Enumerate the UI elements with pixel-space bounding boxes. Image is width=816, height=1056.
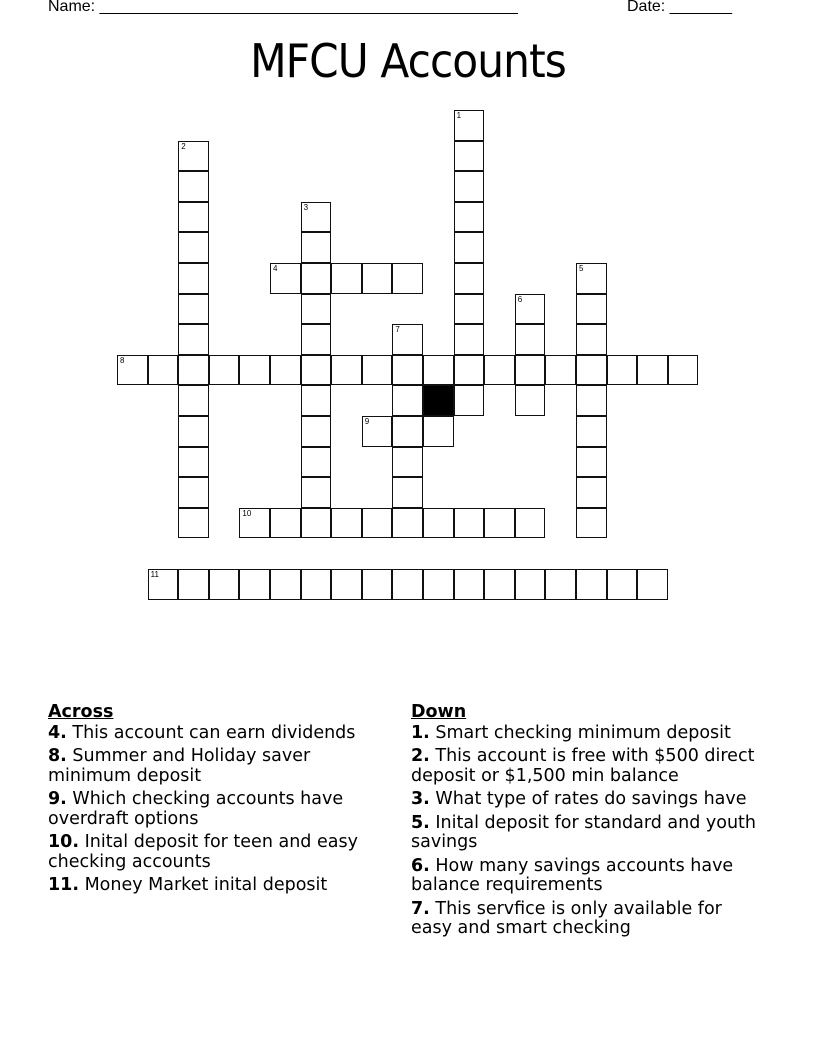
grid-cell[interactable]	[576, 355, 607, 386]
grid-cell[interactable]	[392, 385, 423, 416]
grid-cell[interactable]	[178, 324, 209, 355]
clue-number: 2	[181, 141, 186, 151]
clue-across-9: 9. Which checking accounts have overdraft options	[48, 789, 344, 829]
grid-cell[interactable]	[178, 385, 209, 416]
clue-down-1: 1. Smart checking minimum deposit	[411, 722, 731, 743]
grid-cell[interactable]	[545, 569, 576, 600]
grid-cell[interactable]	[178, 232, 209, 263]
grid-cell[interactable]	[301, 263, 332, 294]
grid-cell[interactable]	[484, 569, 515, 600]
grid-cell[interactable]	[239, 508, 270, 539]
grid-cell[interactable]	[331, 569, 362, 600]
grid-cell[interactable]	[392, 324, 423, 355]
clue-down-2: 2. This account is free with $500 direct deposit or $1,500 min balance	[411, 746, 755, 786]
clue-number: 8	[120, 355, 125, 365]
grid-cell[interactable]	[454, 385, 485, 416]
grid-cell[interactable]	[301, 416, 332, 447]
grid-cell[interactable]	[239, 569, 270, 600]
clue-number: 6	[517, 294, 523, 304]
grid-cell[interactable]	[178, 263, 209, 294]
grid-cell[interactable]	[331, 355, 362, 386]
grid-cell[interactable]	[454, 324, 485, 355]
grid-cell[interactable]	[392, 447, 423, 478]
grid-cell[interactable]	[270, 355, 301, 386]
clue-down-6: 6. How many savings accounts have balance requirements	[411, 855, 734, 895]
grid-cell[interactable]	[301, 355, 332, 386]
clue-number: 5	[579, 264, 584, 273]
grid-cell[interactable]	[423, 508, 454, 539]
grid-cell[interactable]	[270, 263, 301, 294]
grid-cell[interactable]	[301, 324, 332, 355]
grid-cell[interactable]	[576, 569, 607, 600]
grid-cell[interactable]	[178, 294, 209, 325]
grid-cell[interactable]	[454, 508, 485, 539]
down-clues	[411, 703, 761, 943]
grid-cell[interactable]	[301, 477, 332, 508]
grid-cell[interactable]	[178, 141, 209, 172]
grid-cell[interactable]	[362, 263, 393, 294]
grid-cell[interactable]	[607, 355, 638, 386]
grid-cell[interactable]	[209, 355, 240, 386]
grid-cell[interactable]	[392, 355, 423, 386]
grid-cell[interactable]	[454, 263, 485, 294]
grid-cell[interactable]	[454, 141, 485, 172]
grid-cell[interactable]	[637, 355, 668, 386]
grid-cell[interactable]	[423, 355, 454, 386]
clue-number: 10	[242, 508, 252, 518]
grid-cell[interactable]	[454, 294, 485, 325]
grid-cell[interactable]	[484, 508, 515, 539]
grid-cell[interactable]	[362, 416, 393, 447]
grid-cell[interactable]	[148, 355, 179, 386]
grid-cell[interactable]	[392, 569, 423, 600]
clue-down-3: 3. What type of rates do savings have	[411, 789, 747, 809]
grid-cell[interactable]	[576, 447, 607, 478]
grid-cell[interactable]	[392, 508, 423, 539]
grid-cell[interactable]	[576, 294, 607, 325]
grid-cell[interactable]	[209, 569, 240, 600]
grid-cell[interactable]	[178, 447, 209, 478]
clue-number: 4	[273, 264, 278, 273]
grid-cell[interactable]	[668, 355, 699, 386]
grid-cell[interactable]	[301, 294, 332, 325]
grid-cell[interactable]	[301, 385, 332, 416]
grid-cell[interactable]	[301, 447, 332, 478]
grid-cell[interactable]	[454, 355, 485, 386]
grid-cell[interactable]	[301, 232, 332, 263]
grid-cell[interactable]	[301, 202, 332, 233]
grid-cell[interactable]	[331, 263, 362, 294]
down-heading: Down	[411, 702, 467, 722]
page-title: MFCU Accounts	[250, 34, 566, 88]
black-cell	[423, 385, 454, 416]
grid-cell[interactable]	[454, 202, 485, 233]
grid-cell[interactable]	[545, 355, 576, 386]
clue-across-4: 4. This account can earn dividends	[48, 722, 356, 743]
grid-cell[interactable]	[607, 569, 638, 600]
date-field[interactable]: Date: _______	[627, 0, 732, 15]
grid-cell[interactable]	[362, 355, 393, 386]
grid-cell[interactable]	[178, 171, 209, 202]
grid-cell[interactable]	[515, 385, 546, 416]
grid-cell[interactable]	[576, 263, 607, 294]
grid-cell[interactable]	[270, 569, 301, 600]
grid-cell[interactable]	[178, 355, 209, 386]
grid-cell[interactable]	[515, 569, 546, 600]
grid-cell[interactable]	[331, 508, 362, 539]
grid-cell[interactable]	[515, 355, 546, 386]
grid-cell[interactable]	[178, 416, 209, 447]
grid-cell[interactable]	[423, 569, 454, 600]
clue-down-5: 5. Inital deposit for standard and youth savings	[411, 812, 757, 852]
grid-cell[interactable]	[117, 355, 148, 386]
grid-cell[interactable]	[515, 508, 546, 539]
grid-cell[interactable]	[576, 508, 607, 539]
grid-cell[interactable]	[576, 324, 607, 355]
grid-cell[interactable]	[148, 569, 179, 600]
grid-cell[interactable]	[178, 202, 209, 233]
grid-cell[interactable]	[178, 477, 209, 508]
grid-cell[interactable]	[454, 171, 485, 202]
clue-number: 3	[303, 202, 309, 212]
grid-cell[interactable]	[423, 416, 454, 447]
grid-cell[interactable]	[362, 508, 393, 539]
clue-across-8: 8. Summer and Holiday saver minimum deposit	[48, 746, 311, 786]
clue-across-10: 10. Inital deposit for teen and easy checking accounts	[48, 832, 358, 872]
grid-cell[interactable]	[454, 569, 485, 600]
grid-cell[interactable]	[362, 569, 393, 600]
clue-down-7: 7. This servfice is only available for easy and smart checking	[411, 898, 722, 938]
grid-cell[interactable]	[239, 355, 270, 386]
grid-cell[interactable]	[392, 263, 423, 294]
grid-cell[interactable]	[270, 508, 301, 539]
grid-cell[interactable]	[178, 569, 209, 600]
grid-cell[interactable]	[637, 569, 668, 600]
grid-cell[interactable]	[515, 324, 546, 355]
clue-across-11: 11. Money Market inital deposit	[48, 875, 328, 895]
grid-cell[interactable]	[301, 569, 332, 600]
grid-cell[interactable]	[454, 110, 485, 141]
grid-cell[interactable]	[392, 416, 423, 447]
grid-cell[interactable]	[576, 416, 607, 447]
clue-number: 9	[364, 417, 370, 426]
grid-cell[interactable]	[392, 477, 423, 508]
across-clues	[48, 703, 393, 900]
clue-number: 7	[395, 325, 400, 335]
grid-cell[interactable]	[515, 294, 546, 325]
clue-number: 11	[150, 570, 159, 579]
grid-cell[interactable]	[301, 508, 332, 539]
grid-cell[interactable]	[576, 477, 607, 508]
grid-cell[interactable]	[484, 355, 515, 386]
name-field[interactable]: Name: _______________________________________________	[48, 0, 518, 15]
grid-cell[interactable]	[576, 385, 607, 416]
grid-cell[interactable]	[178, 508, 209, 539]
across-heading: Across	[48, 702, 114, 722]
grid-cell[interactable]	[454, 232, 485, 263]
clue-number: 1	[456, 111, 462, 120]
